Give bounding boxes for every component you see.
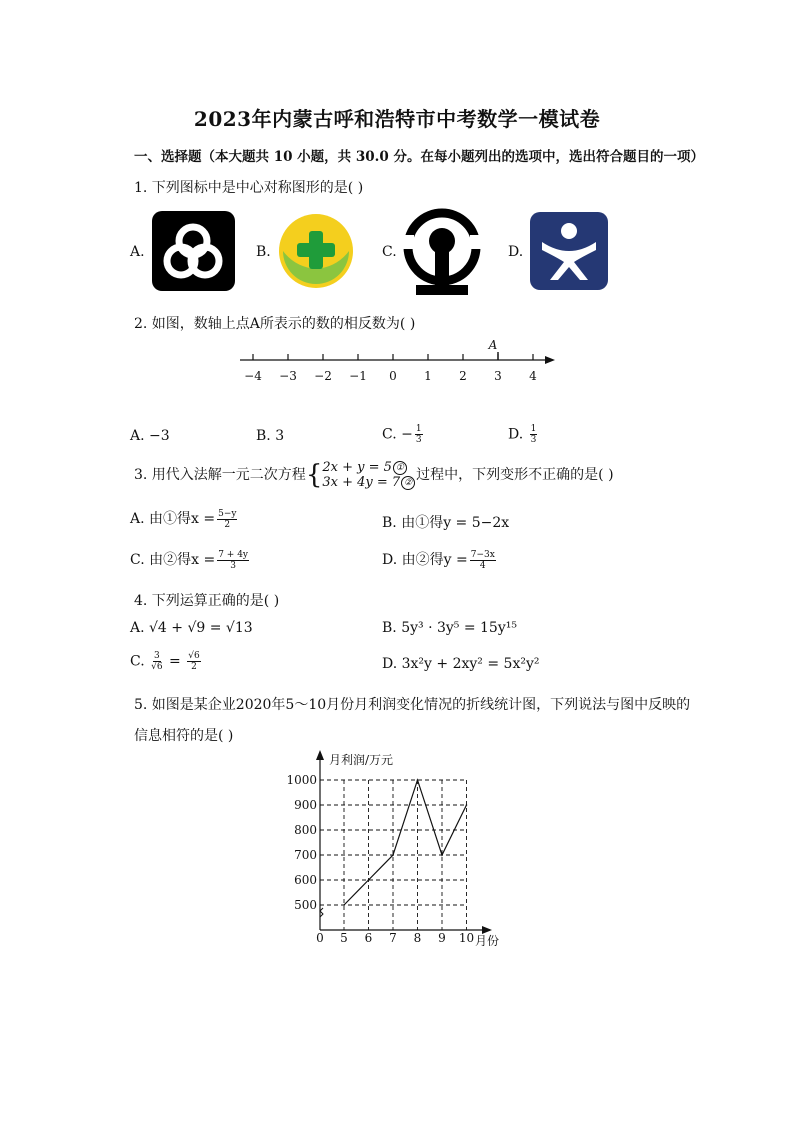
q3-option-c-text: C. 由②得x = xyxy=(130,552,216,568)
question-5-text-line2: 信息相符的是( ) xyxy=(134,728,234,744)
number-line-tick-label: −4 xyxy=(244,369,262,383)
fraction-numerator: 7 + 4y xyxy=(218,549,249,560)
q2-option-b: B. 3 xyxy=(256,428,285,444)
y-tick-label: 800 xyxy=(294,823,317,837)
q1-option-d-label: D. xyxy=(508,244,524,260)
q4-option-d: D. 3x²y + 2xy² = 5x²y² xyxy=(382,656,540,672)
question-5-text-line1: 5. 如图是某企业2020年5～10月份月利润变化情况的折线统计图，下列说法与图中反映的 xyxy=(134,697,691,713)
q3-option-a-fraction xyxy=(217,509,237,530)
x-tick-label: 9 xyxy=(438,931,446,945)
q4-option-c-lhs-fraction xyxy=(151,651,162,672)
q3-suffix: 过程中，下列变形不正确的是( ) xyxy=(416,467,614,483)
q3-option-c-fraction xyxy=(217,550,249,571)
fraction-numerator: 5−y xyxy=(218,508,237,519)
circle-1-label: ① xyxy=(393,461,407,475)
q4-option-c: C. $\frac{3}{√6}$ = $\frac{√6}{2}$ xyxy=(130,651,200,672)
q2-option-a: A. −3 xyxy=(130,428,170,444)
person-figure-logo-icon xyxy=(530,212,608,294)
q4-option-c-label: C. xyxy=(130,653,145,670)
x-tick-label: 8 xyxy=(413,931,422,945)
fraction-denominator: 2 xyxy=(191,662,197,672)
question-4-text: 4. 下列运算正确的是( ) xyxy=(134,593,280,609)
x-tick-label: 5 xyxy=(340,931,348,945)
fraction-denominator: √6 xyxy=(151,662,163,672)
fraction-denominator: 3 xyxy=(230,560,236,571)
number-line-tick-label: 1 xyxy=(424,369,432,383)
knot-logo-icon xyxy=(152,211,235,295)
y-axis-arrow-icon xyxy=(316,750,324,760)
number-line-tick-label: −1 xyxy=(349,369,367,383)
q1-option-c-label: C. xyxy=(382,244,397,260)
number-line-tick-label: 3 xyxy=(494,369,502,383)
q3-option-b: B. 由①得y = 5−2x xyxy=(382,515,510,531)
q2-option-d xyxy=(508,424,539,445)
y-axis-label: 月利润/万元 xyxy=(329,753,394,767)
fraction-numerator: √6 xyxy=(188,651,200,661)
q2-option-c-fraction xyxy=(415,424,423,445)
number-line-tick-label: 0 xyxy=(389,369,397,383)
fraction-denominator: 2 xyxy=(224,519,231,530)
number-line-tick-label: 2 xyxy=(459,369,467,383)
fraction-denominator: 3 xyxy=(415,435,422,445)
railway-logo-icon xyxy=(402,205,482,304)
fraction-numerator: 1 xyxy=(415,424,422,434)
page-title: 2023年内蒙古呼和浩特市中考数学一模试卷 xyxy=(193,107,601,131)
brace-icon: { xyxy=(305,460,323,490)
q1-option-a-label: A. xyxy=(130,244,145,260)
point-a-label: A xyxy=(488,338,498,352)
origin-label: 0 xyxy=(316,931,324,945)
equation-2: 3x + 4y = 7 xyxy=(322,475,401,490)
x-tick-label: 7 xyxy=(389,931,397,945)
q4-option-b: B. 5y³ · 3y⁵ = 15y¹⁵ xyxy=(382,620,517,636)
fraction-numerator: 7−3x xyxy=(470,549,495,560)
profit-line-chart xyxy=(285,745,515,955)
number-line-arrow-icon xyxy=(545,356,555,364)
x-axis-label: 月份 xyxy=(475,934,500,948)
q3-option-d xyxy=(382,549,498,571)
fraction-numerator: 3 xyxy=(153,651,160,661)
q4-option-a: A. √4 + √9 = √13 xyxy=(130,620,253,636)
circle-2-label: ② xyxy=(401,476,415,490)
fraction-denominator: 4 xyxy=(479,560,486,571)
q2-option-d-label: D. xyxy=(508,426,528,443)
q3-option-d-fraction xyxy=(470,550,496,571)
q1-option-b-label: B. xyxy=(256,244,271,260)
q4-option-c-rhs-fraction xyxy=(187,651,200,672)
y-tick-label: 700 xyxy=(294,848,317,862)
y-tick-label: 500 xyxy=(294,898,317,912)
x-axis-arrow-icon xyxy=(482,926,492,934)
x-tick-label: 10 xyxy=(458,931,475,945)
number-line-tick-label: −3 xyxy=(279,369,297,383)
fraction-denominator: 3 xyxy=(530,435,537,445)
question-3-text xyxy=(134,460,614,490)
series-line xyxy=(344,780,467,905)
question-2-text: 2. 如图，数轴上点A所表示的数的相反数为( ) xyxy=(134,316,416,332)
q3-prefix: 3. 用代入法解一元二次方程 xyxy=(134,467,306,483)
y-tick-label: 900 xyxy=(294,798,317,812)
section-heading: 一、选择题（本大题共 10 小题，共 30.0 分。在每小题列出的选项中，选出符合题目的一项） xyxy=(134,149,704,165)
x-tick-label: 6 xyxy=(364,931,373,945)
q3-option-c xyxy=(130,549,251,571)
question-1-text: 1. 下列图标中是中心对称图形的是( ) xyxy=(134,180,364,196)
q3-option-d-text: D. 由②得y = xyxy=(382,552,468,568)
q2-option-c-label: C. − xyxy=(382,426,413,443)
fraction-numerator: 1 xyxy=(530,424,537,434)
q2-option-c xyxy=(382,424,425,445)
number-line-tick-label: −2 xyxy=(314,369,332,383)
y-tick-label: 1000 xyxy=(286,773,317,787)
y-tick-label: 600 xyxy=(294,873,317,887)
q3-option-a xyxy=(130,508,239,530)
q2-option-d-fraction xyxy=(530,424,538,445)
q3-option-a-text: A. 由①得x = xyxy=(130,511,216,527)
number-line-tick-label: 4 xyxy=(529,369,537,383)
equation-1: 2x + y = 5 xyxy=(322,460,392,475)
equation-system xyxy=(322,460,416,490)
green-plus-shield-icon xyxy=(277,211,355,295)
